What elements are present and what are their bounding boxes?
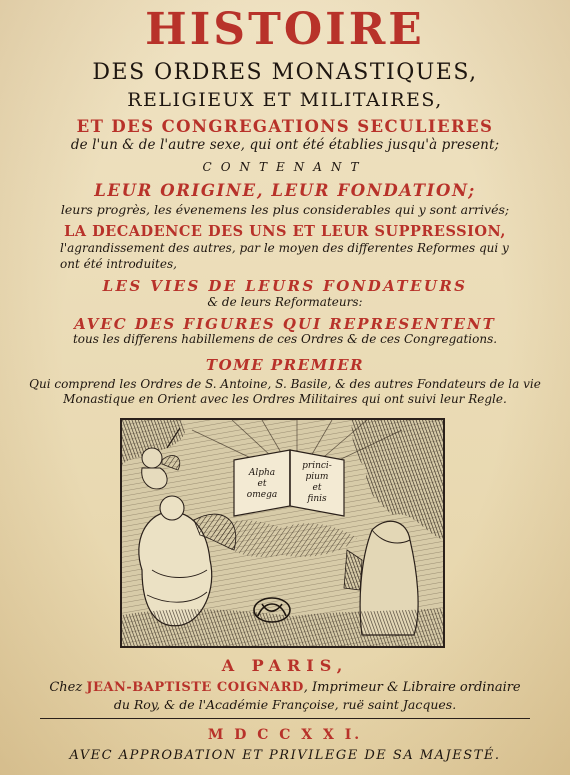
subtitle-religieux: RELIGIEUX ET MILITAIRES,: [127, 89, 443, 111]
book-right-line-4: finis: [307, 494, 327, 504]
imprint-year: M D C C X X I.: [207, 727, 363, 743]
imprint-address: du Roy, & de l'Académie Françoise, ruë saint Jacques.: [113, 697, 457, 712]
book-left-line-3: omega: [246, 490, 278, 500]
subtitle-sexe: de l'un & de l'autre sexe, qui ont été établies jusqu'à present;: [70, 137, 500, 153]
imprint-approbation: AVEC APPROBATION ET PRIVILEGE DE SA MAJESTÉ.: [69, 748, 501, 763]
frontispiece-engraving: [120, 418, 445, 648]
comprend-line: Qui comprend les Ordres de S. Antoine, S. Basile, & des autres Fondateurs de la vie: [29, 377, 541, 391]
book-right-line-3: et: [312, 483, 322, 493]
progres-line: leurs progrès, les évenemens les plus considerables qui y sont arrivés;: [60, 202, 510, 217]
habillemens-line: tous les differens habillemens de ces Ordres & de ces Congregations.: [72, 332, 498, 346]
agrandissement-text: l'agrandissement des autres, par le moyen des differentes Reformes qui y ont été introduites,: [60, 241, 509, 271]
imprint-chez: Chez: [49, 680, 87, 695]
book-left-line-1: Alpha: [248, 468, 276, 478]
book-left-line-2: et: [257, 479, 267, 489]
engraving-illustration: [122, 420, 443, 646]
book-right-line-2: pium: [305, 472, 329, 482]
vies-heading: LES VIES DE LEURS FONDATEURS: [102, 277, 468, 295]
imprint-printer-role: , Imprimeur & Libraire ordinaire: [303, 680, 521, 695]
divider-rule: [40, 718, 530, 719]
book-right-line-1: princi-: [302, 461, 332, 471]
imprint-printer-line: [0, 680, 570, 695]
monastique-line: Monastique en Orient avec les Ordres Militaires qui ont suivi leur Regle.: [63, 392, 507, 406]
reformateurs-line: & de leurs Reformateurs:: [207, 295, 363, 309]
subtitle-congregations: ET DES CONGREGATIONS SECULIERES: [76, 117, 494, 136]
figures-heading: AVEC DES FIGURES QUI REPRESENTENT: [74, 315, 496, 333]
subtitle-ordres: DES ORDRES MONASTIQUES,: [92, 60, 478, 85]
book-title: HISTOIRE: [145, 4, 425, 55]
tome-heading: TOME PREMIER: [205, 356, 365, 374]
origine-heading: LEUR ORIGINE, LEUR FONDATION;: [94, 181, 476, 200]
imprint-printer-name: JEAN-BAPTISTE COIGNARD: [86, 680, 304, 695]
open-book: [234, 450, 344, 516]
imprint-city: A PARIS,: [221, 656, 349, 675]
decadence-heading: LA DECADENCE DES UNS ET LEUR SUPPRESSION,: [64, 223, 506, 240]
contenant-label: CONTENANT: [202, 160, 368, 174]
